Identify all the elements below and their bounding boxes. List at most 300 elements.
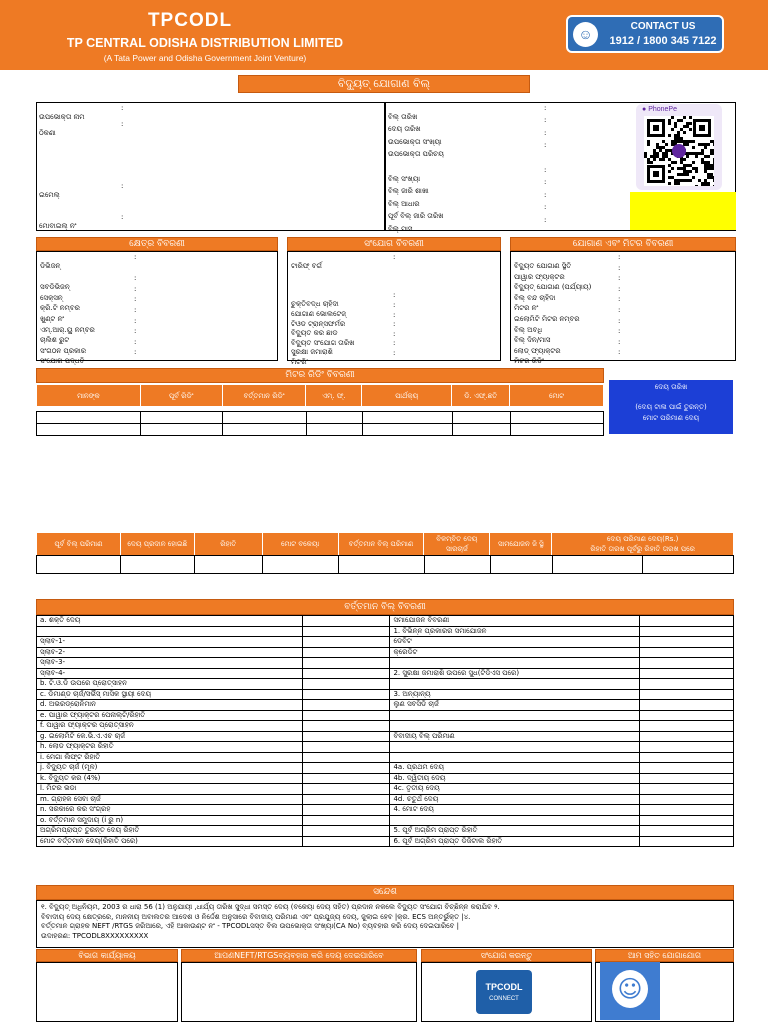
bill-field-row: [388, 141, 628, 159]
colon-separator: :: [544, 104, 547, 112]
bill-charge-label: ସ୍ଲାବ-4-: [37, 668, 303, 679]
colon-separator: :: [134, 348, 137, 357]
amount-cell: [640, 773, 734, 784]
supply-field-row: [514, 284, 734, 302]
bill-charge-label: a. ଶକ୍ତି ଦେୟ: [37, 616, 303, 627]
bill-field-label: ବିଲ୍ ମାସ: [388, 224, 413, 233]
message-line: ୧. ବିଦ୍ୟୁତ୍ ଅଧିନିୟମ, 2003 ର ଧାରା 56 (1) ଅନୁଯାୟୀ ,ଧାର୍ଯ୍ୟ ତାରିଖ ସୁଦ୍ଧା ସମସ୍ତ ଦେୟ (ବକେୟା ଦେୟ ସହିତ) ପ୍ରଦାନ ନକଲେ ବିଦ୍ୟୁତ ସଂଯୋଗ ବିଚ୍ଛିନ୍ନ କରାଯିବ ୨.: [41, 903, 500, 911]
area-field-label: ଏମ୍.ଆର୍.ୟୁ ନମ୍ବର: [40, 325, 95, 334]
headset-icon: ☺: [573, 22, 598, 47]
adjustment-label: [390, 710, 640, 721]
adjustment-label: [390, 742, 640, 753]
bill-charge-label: h. ଲୋଡ ଫ୍ୟାକ୍ଟର ରିହାତି: [37, 742, 303, 753]
connection-field-label: ମିଟରିଂ: [291, 357, 309, 366]
bill-charge-label: [37, 626, 303, 637]
summary-column-header: [338, 533, 424, 556]
colon-separator: :: [618, 263, 621, 272]
supply-field-row: [514, 337, 734, 355]
adjustment-label: [390, 721, 640, 732]
tpcodl-connect-logo[interactable]: [476, 970, 532, 1014]
due-date-box: [609, 380, 733, 434]
meter-reading-header: ମିଟର ରିଡିଂ ବିବରଣୀ: [36, 368, 604, 383]
colon-separator: :: [393, 253, 396, 261]
colon-separator: :: [121, 213, 124, 222]
amount-cell: [640, 616, 734, 627]
colon-separator: :: [134, 327, 137, 336]
highlight-box: [630, 192, 736, 230]
summary-column-label: ଦେୟ ପ୍ରଦାନ ହୋଇଛି: [127, 540, 188, 548]
amount-cell: [302, 794, 390, 805]
phonepe-label: PhonePe: [648, 106, 677, 113]
amount-cell: [302, 721, 390, 732]
bill-charge-label: b. ଟି.ଓ.ଡି ଉପରେ ପ୍ରୋତ୍ସାହନ: [37, 679, 303, 690]
adjustment-label: 4d. ଚତୁର୍ଥ ଦେୟ: [390, 794, 640, 805]
message-line: ବିବାଦୀୟ ଦେୟ କ୍ଷେତ୍ରରେ, ମାନନୀୟ ଅବାଲତର ଆଦେଶ ଓ ନିର୍ଦ୍ଦେଶ ଅନୁସାରେ ବିବାଦୀୟ ପରିମାଣ ଏବଂ ପ୍ରଯୁଜ୍ୟ ଦେୟ, ଜୁଲାଇ ହେବ |କ୍ର. ECS ଅନ୍ତର୍ଭୁକ୍ତ |୪.: [41, 912, 471, 921]
colon-separator: :: [544, 190, 547, 199]
message-line: ବର୍ତ୍ତମାନ ଗ୍ରାହକ NEFT /RTGS ଜରିଆରେ, ଏହି ଆକାଉଣ୍ଟ ନଂ - TPCODLସସ୍ତ ବିଲ ଉପଭୋକ୍ତା ସଂଖ୍ୟା(CA No) ବ୍ୟବହାର କରି ଦେୟ ଦେଇପାରିବେ |: [41, 922, 459, 930]
area-details-list: [40, 253, 276, 366]
amount-cell: [640, 689, 734, 700]
amount-cell: [640, 658, 734, 669]
contact-avatar-icon[interactable]: [600, 962, 660, 1020]
reach-us-header: ଆମ ସହିତ ଯୋଗାଯୋଗ: [595, 949, 734, 962]
bill-charge-label: i. ମେଗା ଲିଫ୍ଟ ରିହାତି: [37, 752, 303, 763]
bill-charge-label: l. ମିଟର ଭଡା: [37, 784, 303, 795]
table-row: [37, 815, 734, 826]
table-row: [37, 752, 734, 763]
amount-cell: [640, 647, 734, 658]
area-field-row: [40, 284, 276, 302]
summary-column-header: [37, 533, 121, 556]
colon-separator: :: [134, 337, 137, 346]
summary-column-label: ରିହାତି: [220, 540, 237, 548]
bill-charge-label: ମୋଟ ବର୍ତ୍ତମାନ ଦେୟ(ରିହାତି ପରେ): [37, 836, 303, 847]
connection-field-row: [291, 263, 499, 273]
adjustment-label: କ୍ରେଡିଟ: [390, 647, 640, 658]
colon-separator: :: [393, 348, 396, 357]
bill-field-row: [388, 215, 628, 233]
connect-logo-brand: TPCODL: [485, 982, 523, 992]
amount-cell: [302, 658, 390, 669]
amount-cell: [302, 616, 390, 627]
connection-field-label: ସୁରକ୍ଷା ଜମାରାଶି: [291, 348, 333, 357]
consumer-left-labels: [39, 104, 379, 229]
bill-field-row: [388, 128, 628, 146]
connect-logo-sub: CONNECT: [489, 996, 519, 1002]
bill-field-row: [388, 104, 628, 121]
bill-field-row: [388, 178, 628, 196]
amount-cell: [640, 794, 734, 805]
amount-cell: [640, 815, 734, 826]
connection-field-label: ଟାରିଫ୍ ବର୍ଗ: [291, 262, 322, 270]
current-bill-header: ବର୍ତ୍ତମାନ ବିଲ୍ ବିବରଣୀ: [36, 599, 734, 615]
bill-field-label: ବିଲ୍ ଆଧାର: [388, 199, 420, 208]
amount-cell: [640, 763, 734, 774]
amount-cell: [302, 647, 390, 658]
table-row: [37, 836, 734, 847]
summary-column-label: ଦେୟ ପରିମାଣ ଦେୟ(Rs.): [606, 535, 679, 543]
amount-cell: [302, 637, 390, 648]
consumer-field-label: ମୋବାଇଲ୍ ନଂ: [39, 222, 77, 231]
meter-column-header: ପୂର୍ବ ରିଡିଂ: [140, 385, 222, 407]
supply-field-label: ବିଦ୍ୟୁତ୍ ଯୋଗାଣ (ପର୍ଯ୍ୟାୟ): [514, 283, 592, 292]
connection-field-label: ବିଦ୍ୟୁତ କର ଛାଡ: [291, 329, 338, 338]
colon-separator: :: [121, 119, 124, 128]
supply-field-label: ବିଲ୍ ଅବଧି: [514, 325, 543, 334]
bill-charge-label: n. ସରକାରେ କର ସଂଗ୍ରହ: [37, 805, 303, 816]
office-cell: [36, 962, 178, 1022]
table-row: [37, 794, 734, 805]
bill-field-row: [388, 154, 628, 166]
meter-column-header: ବର୍ତ୍ତମାନ ରିଡିଂ: [222, 385, 306, 407]
colon-separator: :: [544, 116, 547, 125]
colon-separator: :: [544, 165, 547, 174]
area-field-row: [40, 274, 276, 292]
colon-separator: :: [393, 320, 396, 329]
bill-field-label: ଦେୟ ତାରିଖ: [388, 125, 421, 134]
colon-separator: :: [618, 316, 621, 325]
area-field-row: [40, 253, 276, 270]
amount-cell: [640, 805, 734, 816]
consumer-field-label: ଉପଭୋକ୍ତା ନାମ: [39, 113, 85, 121]
amount-cell: [302, 731, 390, 742]
bill-field-label: ବିଲ୍ ଜାରି ଶାଖା: [388, 187, 429, 196]
table-row: [37, 412, 604, 424]
table-row: [37, 626, 734, 637]
bill-charge-label: c. ଡିମାଣ୍ଡ ଚାର୍ଜ/ସର୍ଭିସ୍ ମାସିକ ସ୍ଥାୟୀ ଦେୟ: [37, 689, 303, 700]
phonepe-icon: ●: [642, 106, 647, 113]
connection-field-row: [291, 310, 499, 328]
adjustment-label: ବିବାଦୀୟ ବିଲ୍ ପରିମାଣ: [390, 731, 640, 742]
colon-separator: :: [393, 291, 396, 300]
bill-field-label: ଉପଭୋକ୍ତା ସଂଖ୍ୟା: [388, 137, 442, 146]
area-details-header: କ୍ଷେତ୍ର ବିବରଣୀ: [36, 237, 278, 251]
supply-field-row: [514, 263, 734, 281]
adjustment-label: 4b. ଦ୍ୱିତୀୟ ଦେୟ: [390, 773, 640, 784]
amount-cell: [640, 784, 734, 795]
summary-column-label: ପୂର୍ବ ବିଲ୍ ପରିମାଣ: [54, 540, 103, 548]
summary-column-label: ବର୍ତ୍ତମାନ ବିଲ୍ ପରିମାଣ: [348, 540, 414, 548]
summary-column-label: ବିଳମ୍ବିତ ଦେୟ ସାରଚାର୍ଜ: [436, 535, 478, 553]
bill-field-row: [388, 190, 628, 208]
colon-separator: :: [618, 337, 621, 346]
adjustment-label: [390, 815, 640, 826]
colon-separator: :: [134, 305, 137, 314]
adjustment-label: 6. ପୂର୍ବ ଅଗ୍ରିମ ପ୍ରାପ୍ତ ଡିଜିଟାଲ ରିହାତି: [390, 836, 640, 847]
contact-title: CONTACT US: [630, 21, 696, 32]
amount-cell: [302, 784, 390, 795]
amount-cell: [640, 700, 734, 711]
connection-field-row: [291, 282, 499, 292]
area-field-row: [40, 305, 276, 323]
connection-field-row: [291, 339, 499, 357]
table-row: [37, 556, 734, 574]
colon-separator: :: [544, 141, 547, 150]
colon-separator: :: [618, 327, 621, 336]
meter-column-header: ଡି. ଏଫ୍.ଛତି: [452, 385, 510, 407]
colon-separator: :: [618, 305, 621, 314]
company-tagline: (A Tata Power and Odisha Government Joint Venture): [103, 53, 307, 63]
summary-column-label: ସାମଯୋଜନ ଜି ସ୍ଥି: [498, 540, 544, 548]
brand-logo: TPCODL: [147, 10, 233, 31]
colon-separator: :: [134, 274, 137, 283]
current-bill-table: [36, 615, 734, 847]
bill-charge-label: ସ୍ଲାବ-1-: [37, 637, 303, 648]
supply-field-label: ବିଲ୍ ବନ୍ଦ ଚାହିଦା: [514, 293, 556, 302]
colon-separator: :: [134, 316, 137, 325]
meter-reading-columns: [36, 384, 604, 407]
consumer-field-row: [39, 198, 379, 214]
adjustment-label: [390, 679, 640, 690]
table-row: [37, 700, 734, 711]
message-box: [36, 900, 734, 948]
consumer-field-row: [39, 166, 379, 182]
adjustment-label: ଡେବିଟ: [390, 637, 640, 648]
consumer-divider: [384, 102, 386, 231]
adjustment-label: 2. ସୁରକ୍ଷା ଜମାରାଶି ଉପରେ ସୁଧ(ଟିଡିଏସ ପରେ): [390, 668, 640, 679]
table-row: [37, 773, 734, 784]
connection-field-label: ଚୁକ୍ତିବଦ୍ଧ ଚାହିଦା: [291, 300, 339, 309]
table-row: [37, 721, 734, 732]
area-field-label: ସବଡିଭିଜନ୍: [40, 283, 70, 292]
supply-field-row: [514, 295, 734, 313]
amount-cell: [302, 689, 390, 700]
table-row: [37, 826, 734, 837]
bill-charge-label: k. ବିଦ୍ୟୁତ କର (4%): [37, 773, 303, 784]
summary-sub-label: ରିହାତି ତାରଖ ପୂର୍ବରୁ ରିହାତି ତାରଖ ପରେ: [590, 545, 695, 553]
colon-separator: :: [393, 329, 396, 338]
summary-column-header: [490, 533, 552, 556]
amount-cell: [302, 826, 390, 837]
qr-code: [644, 116, 714, 186]
summary-column-header: [424, 533, 490, 556]
adjustment-label: [390, 658, 640, 669]
supply-field-label: ବିଦ୍ୟୁତ ଯୋଗାଣ ସ୍ଥିତି: [514, 262, 572, 270]
table-row: [37, 668, 734, 679]
connection-field-row: [291, 300, 499, 318]
bill-charge-label: j. ବିଦ୍ୟୁତ ଚାର୍ଜ (ମୂଳ): [37, 763, 303, 774]
supply-field-row: [514, 327, 734, 345]
summary-values: [36, 555, 734, 574]
amount-cell: [302, 679, 390, 690]
connection-field-row: [291, 329, 499, 347]
table-row: [37, 731, 734, 742]
area-field-row: [40, 314, 276, 334]
connection-field-row: [291, 272, 499, 282]
consumer-field-label: ଇମେଲ୍: [39, 190, 60, 199]
meter-column-header: ଏମ୍. ଫ୍.: [306, 385, 362, 407]
consumer-field-row: [39, 104, 379, 120]
bill-field-label: ପୂର୍ବ ବିଲ୍ ଜାରି ତାରିଖ: [388, 212, 444, 221]
amount-cell: [302, 710, 390, 721]
adjustment-label: ସମାଯୋଜନ ବିବରଣୀ: [390, 616, 640, 627]
table-row: [37, 424, 604, 436]
connection-field-row: [291, 291, 499, 309]
adjustment-label: 1. ବିଭିନ୍ନ ପ୍ରକାରର ସମାଯୋଜନ: [390, 626, 640, 637]
amount-cell: [302, 626, 390, 637]
colon-separator: :: [134, 253, 137, 261]
table-row: [37, 679, 734, 690]
supply-field-row: [514, 274, 734, 292]
colon-separator: :: [121, 181, 124, 190]
amount-cell: [302, 752, 390, 763]
bill-field-label: ବିଲ୍ ତାରିଖ: [388, 113, 418, 121]
area-field-row: [40, 327, 276, 345]
contact-us-badge[interactable]: [566, 15, 724, 53]
area-field-row: [40, 264, 276, 275]
table-row: [37, 805, 734, 816]
bill-field-label: ଉପଭୋକ୍ତା ପରିଚୟ: [388, 150, 444, 159]
amount-cell: [640, 731, 734, 742]
phonepe-qr-panel[interactable]: [636, 104, 722, 190]
summary-column-header: [552, 533, 734, 556]
adjustment-label: ଲୁଣ ସବସିଡି ଚାର୍ଜ: [390, 700, 640, 711]
amount-cell: [640, 721, 734, 732]
area-field-label: ଖୁଣ୍ଟ ନଂ: [40, 314, 65, 323]
table-row: [37, 689, 734, 700]
area-field-label: ଡିଭିଜନ୍: [40, 262, 61, 270]
bill-charge-label: e. ପାୱାର ଫ୍ୟାକ୍ଟର ପେନାଲ୍ଟି/ରିହାତି: [37, 710, 303, 721]
meter-column-header: ପାର୍ଥକ୍ୟ: [362, 385, 452, 407]
supply-field-row: [514, 305, 734, 323]
colon-separator: :: [134, 284, 137, 293]
adjustment-label: [390, 752, 640, 763]
bill-charge-label: ସ୍ଲାବ-3-: [37, 658, 303, 669]
amount-cell: [640, 752, 734, 763]
adjustment-label: 4. ମୋଟ ଦେୟ: [390, 805, 640, 816]
area-field-label: ଚାଲିଶ ରୁଟ: [40, 336, 70, 345]
connection-field-row: [291, 253, 499, 270]
summary-column-header: [120, 533, 194, 556]
amount-cell: [640, 742, 734, 753]
supply-field-row: [514, 314, 734, 334]
connect-header: ସଂଯୋଗ କରନ୍ତୁ: [421, 949, 592, 962]
colon-separator: :: [544, 128, 547, 137]
colon-separator: :: [618, 284, 621, 293]
supply-meter-header: ଯୋଗାଣ ଏବଂ ମିଟର ବିବରଣୀ: [510, 237, 736, 251]
office-header: ବିଭାଗ କାର୍ଯ୍ୟାଳୟ: [36, 949, 178, 962]
table-row: [37, 616, 734, 627]
colon-separator: :: [121, 104, 124, 112]
bill-field-row: [388, 165, 628, 183]
colon-separator: :: [544, 215, 547, 224]
amount-cell: [640, 826, 734, 837]
amount-cell: [640, 679, 734, 690]
colon-separator: :: [618, 274, 621, 283]
consumer-field-row: [39, 151, 379, 167]
connection-field-label: ଟିଓଡ ଟ୍ରାନ୍ସଫର୍ମର: [291, 319, 346, 328]
message-header: ସନ୍ଦେଶ: [36, 885, 734, 900]
bill-field-label: ବିଲ୍ ସଂଖ୍ୟା: [388, 174, 421, 183]
bill-charge-label: f. ପାୱାର ଫ୍ୟାକ୍ଟର ପ୍ରୋତ୍ସାହନ: [37, 721, 303, 732]
amount-cell: [302, 836, 390, 847]
due-date-note: (ଦେୟ ଟାଳା ପାଇଁ ତୁରନ୍ତ): [635, 403, 707, 411]
amount-cell: [640, 626, 734, 637]
adjustment-label: 4a. ପ୍ରଥମ ଦେୟ: [390, 763, 640, 774]
consumer-field-row: [39, 120, 379, 136]
amount-cell: [302, 742, 390, 753]
total-due-label: ମୋଟ ପରିମାଣ ଦେୟ: [642, 414, 700, 422]
colon-separator: :: [544, 178, 547, 187]
supply-field-label: ବିଲ୍ ଦିନ/ମାସ: [514, 336, 551, 345]
colon-separator: :: [393, 339, 396, 348]
area-field-label: ସଂଯୋଗ ପଦ୍ଧତି: [40, 357, 85, 366]
area-field-label: ସେକ୍ସନ୍: [40, 293, 63, 302]
bill-charge-label: g. ଇଲୋମିଟି କେ.ଭି.ଏ.ଏଚ ଚାର୍ଜ: [37, 731, 303, 742]
supply-meter-list: [514, 253, 734, 366]
table-row: [37, 637, 734, 648]
amount-cell: [640, 668, 734, 679]
bill-charge-label: d. ଅଭରଡ୍ରୋନିମାନ: [37, 700, 303, 711]
company-name: TP CENTRAL ODISHA DISTRIBUTION LIMITED: [66, 36, 344, 50]
due-date-label: ଦେୟ ତାରିଖ: [654, 383, 688, 391]
bill-charge-label: m. ଗ୍ରାହକ ସେବା ଚାର୍ଜ: [37, 794, 303, 805]
supply-field-label: ଲୋଡ୍ ଫ୍ୟାକ୍ଟର: [514, 346, 561, 355]
supply-field-label: ମିଟର ନଂ: [514, 304, 539, 313]
meter-column-header: ମୋଟ: [510, 385, 604, 407]
summary-columns: [36, 532, 734, 556]
amount-cell: [302, 815, 390, 826]
amount-cell: [302, 763, 390, 774]
colon-separator: :: [618, 253, 621, 261]
summary-column-label: ମୋଟ ବକେୟା: [280, 540, 320, 548]
adjustment-label: 4c. ତୃତୀୟ ଦେୟ: [390, 784, 640, 795]
message-line: ଉଦାହରଣ: TPCODL8XXXXXXXXX: [41, 931, 149, 940]
area-field-row: [40, 348, 276, 366]
table-row: [37, 710, 734, 721]
consumer-right-labels: [388, 104, 628, 233]
consumer-field-row: [39, 213, 379, 229]
colon-separator: :: [134, 295, 137, 304]
neft-cell: [181, 962, 417, 1022]
adjustment-label: 3. ଅନ୍ୟାନ୍ୟ: [390, 689, 640, 700]
area-field-row: [40, 295, 276, 313]
smiley-icon: ☺: [612, 970, 648, 1008]
area-field-label: କ୍ରି.ଟି ନମ୍ବର: [40, 304, 80, 313]
summary-column-header: [262, 533, 338, 556]
amount-cell: [302, 773, 390, 784]
contact-numbers: 1912 / 1800 345 7122: [609, 35, 717, 47]
table-row: [37, 658, 734, 669]
amount-cell: [302, 668, 390, 679]
bill-title: ବିଦ୍ୟୁତ୍ ଯୋଗାଣ ବିଲ୍: [238, 75, 530, 93]
connection-field-row: [291, 348, 499, 366]
amount-cell: [640, 836, 734, 847]
connection-field-label: ଯୋଗାଣ ଭୋଲଟେଜ୍: [291, 309, 347, 318]
supply-field-label: ଇଲୋମିଟି ମିଟର ନମ୍ବର: [514, 314, 580, 323]
meter-column-header: ମାନଙ୍କ: [37, 385, 141, 407]
amount-cell: [302, 805, 390, 816]
supply-field-label: ପାୱାର ଫ୍ୟାକ୍ଟର: [514, 272, 565, 281]
colon-separator: :: [618, 295, 621, 304]
meter-reading-table: [36, 411, 604, 436]
amount-cell: [640, 710, 734, 721]
consumer-field-label: ଠିକଣା: [39, 128, 56, 137]
bill-charge-label: ଅଗ୍ରିମପ୍ରାପ୍ତ ତୁରନ୍ତ ଦେୟ ରିହାତି: [37, 826, 303, 837]
area-field-label: ସଂଗଠନ ପ୍ରକାର: [40, 346, 87, 355]
amount-cell: [302, 700, 390, 711]
area-field-row: [40, 337, 276, 355]
amount-cell: [640, 637, 734, 648]
colon-separator: :: [393, 310, 396, 319]
colon-separator: :: [618, 348, 621, 357]
connection-field-row: [291, 320, 499, 338]
adjustment-label: 5. ପୂର୍ବ ଅଗ୍ରିମ ପ୍ରାପ୍ତ ରିହାତି: [390, 826, 640, 837]
connection-details-header: ସଂଯୋଗ ବିବରଣୀ: [287, 237, 501, 251]
supply-field-label: ମିଟର ରିଡିଂ: [514, 357, 544, 366]
bill-field-row: [388, 116, 628, 134]
consumer-field-row: [39, 182, 379, 198]
